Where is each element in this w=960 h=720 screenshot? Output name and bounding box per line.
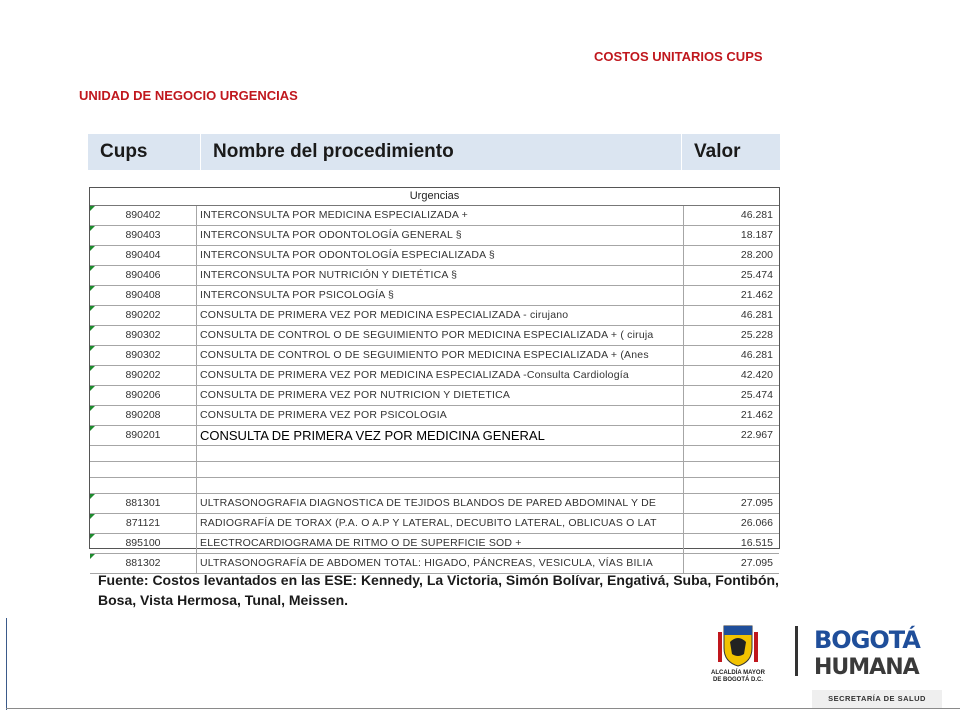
cell-flag-marker [90,494,95,499]
cell-code: 890404 [90,246,197,265]
page-title: COSTOS UNITARIOS CUPS [594,49,763,64]
cell-value: 25.474 [740,269,773,281]
cell-value: 21.462 [740,409,773,421]
cell-procedure-name: CONSULTA DE PRIMERA VEZ POR MEDICINA ESPECIALIZADA -Consulta Cardiología [197,366,684,385]
cell-code: 890206 [90,386,197,405]
header-nombre: Nombre del procedimiento [201,134,682,170]
cell-procedure-name: INTERCONSULTA POR ODONTOLOGÍA GENERAL § [197,226,684,245]
header-valor: Valor [694,141,741,162]
source-note: Fuente: Costos levantados en las ESE: Kennedy, La Victoria, Simón Bolívar, Engativá, Suba, Fontibón, Bosa, Vista Hermosa, Tunal, Meissen. [98,572,779,608]
table-row [90,366,779,386]
alcaldia-line2: DE BOGOTÁ D.C. [712,677,764,682]
cell-flag-marker [90,286,95,291]
header-cups: Cups [88,134,201,170]
cell-value: 46.281 [740,309,773,321]
cell-procedure-name: CONSULTA DE PRIMERA VEZ POR PSICOLOGIA [197,406,684,425]
cell-value: 18.187 [740,229,773,241]
rows-group-a [90,206,779,446]
cell-procedure-name: ULTRASONOGRAFÍA DE ABDOMEN TOTAL: HIGADO, PÁNCREAS, VESICULA, VÍAS BILIA [197,554,684,573]
cell-procedure-name: INTERCONSULTA POR NUTRICIÓN Y DIETÉTICA § [197,266,684,285]
bogota-wordmark: BOGOTÁ [814,626,920,654]
cell-code: 890208 [90,406,197,425]
cell-code: 881301 [90,494,197,513]
alcaldia-line1: ALCALDÍA MAYOR [711,670,765,676]
footer-vertical-rule [6,618,7,710]
table-row [90,426,779,446]
cell-value: 26.066 [740,517,773,529]
bogota-humana-logo [812,624,942,680]
cell-value: 25.228 [740,329,773,341]
cell-code: 890202 [90,306,197,325]
cell-procedure-name: INTERCONSULTA POR PSICOLOGÍA § [197,286,684,305]
cell-value: 46.281 [740,349,773,361]
cell-code: 890302 [90,346,197,365]
cell-flag-marker [90,306,95,311]
cell-flag-marker [90,206,95,211]
cell-procedure-name: CONSULTA DE CONTROL O DE SEGUIMIENTO POR MEDICINA ESPECIALIZADA + (Anes [197,346,684,365]
cell-procedure-name: CONSULTA DE CONTROL O DE SEGUIMIENTO POR MEDICINA ESPECIALIZADA + ( ciruja [197,326,684,345]
cell-procedure-name: INTERCONSULTA POR ODONTOLOGÍA ESPECIALIZADA § [197,246,684,265]
cell-code: 890402 [90,206,197,225]
table-row [90,246,779,266]
sheet-title: Urgencias [90,188,779,206]
alcaldia-shield-logo [700,622,776,682]
cell-flag-marker [90,534,95,539]
cell-flag-marker [90,514,95,519]
cell-value: 16.515 [740,537,773,549]
cell-flag-marker [90,246,95,251]
table-row [90,306,779,326]
cell-procedure-name: CONSULTA DE PRIMERA VEZ POR NUTRICION Y DIETETICA [197,386,684,405]
cell-value: 22.967 [740,429,773,441]
table-row [90,386,779,406]
table-row [90,286,779,306]
cell-procedure-name: CONSULTA DE PRIMERA VEZ POR MEDICINA ESPECIALIZADA - cirujano [197,306,684,325]
empty-row [90,462,779,478]
cell-code: 890403 [90,226,197,245]
spreadsheet-excerpt [89,187,780,569]
table-row [90,514,779,534]
humana-wordmark: HUMANA [814,655,919,680]
table-row [90,346,779,366]
table-row [90,406,779,426]
cell-code: 890406 [90,266,197,285]
table-row [90,206,779,226]
cell-flag-marker [90,386,95,391]
table-row [90,534,779,554]
cell-procedure-name: ULTRASONOGRAFIA DIAGNOSTICA DE TEJIDOS BLANDOS DE PARED ABDOMINAL Y DE [197,494,684,513]
cell-flag-marker [90,346,95,351]
cell-code: 890201 [90,426,197,445]
logo-separator [795,626,798,676]
cell-value: 27.095 [740,557,773,569]
cell-value: 46.281 [740,209,773,221]
cell-flag-marker [90,326,95,331]
footer-horizontal-rule [6,708,960,709]
cell-code: 881302 [90,554,197,573]
table-header [88,134,780,170]
cell-procedure-name: ELECTROCARDIOGRAMA DE RITMO O DE SUPERFICIE SOD + [197,534,684,553]
empty-row [90,478,779,494]
cell-flag-marker [90,406,95,411]
rows-group-b [90,494,779,574]
table-row [90,326,779,346]
cell-value: 21.462 [740,289,773,301]
cell-flag-marker [90,554,95,559]
cell-code: 890202 [90,366,197,385]
cell-procedure-name: CONSULTA DE PRIMERA VEZ POR MEDICINA GENERAL [197,426,684,445]
cell-flag-marker [90,366,95,371]
cell-code: 890302 [90,326,197,345]
cell-procedure-name: RADIOGRAFÍA DE TORAX (P.A. O A.P Y LATERAL, DECUBITO LATERAL, OBLICUAS O LAT [197,514,684,533]
page-subtitle: UNIDAD DE NEGOCIO URGENCIAS [79,88,298,103]
table-row [90,266,779,286]
table-row [90,226,779,246]
cell-code: 871121 [90,514,197,533]
cell-procedure-name: INTERCONSULTA POR MEDICINA ESPECIALIZADA + [197,206,684,225]
secretaria-label: SECRETARÍA DE SALUD [812,690,942,708]
cell-flag-marker [90,426,95,431]
cell-value: 25.474 [740,389,773,401]
cell-value: 42.420 [740,369,773,381]
empty-row [90,446,779,462]
cell-flag-marker [90,226,95,231]
cell-code: 895100 [90,534,197,553]
cell-value: 27.095 [740,497,773,509]
cell-value: 28.200 [740,249,773,261]
cell-flag-marker [90,266,95,271]
cell-code: 890408 [90,286,197,305]
table-row [90,494,779,514]
